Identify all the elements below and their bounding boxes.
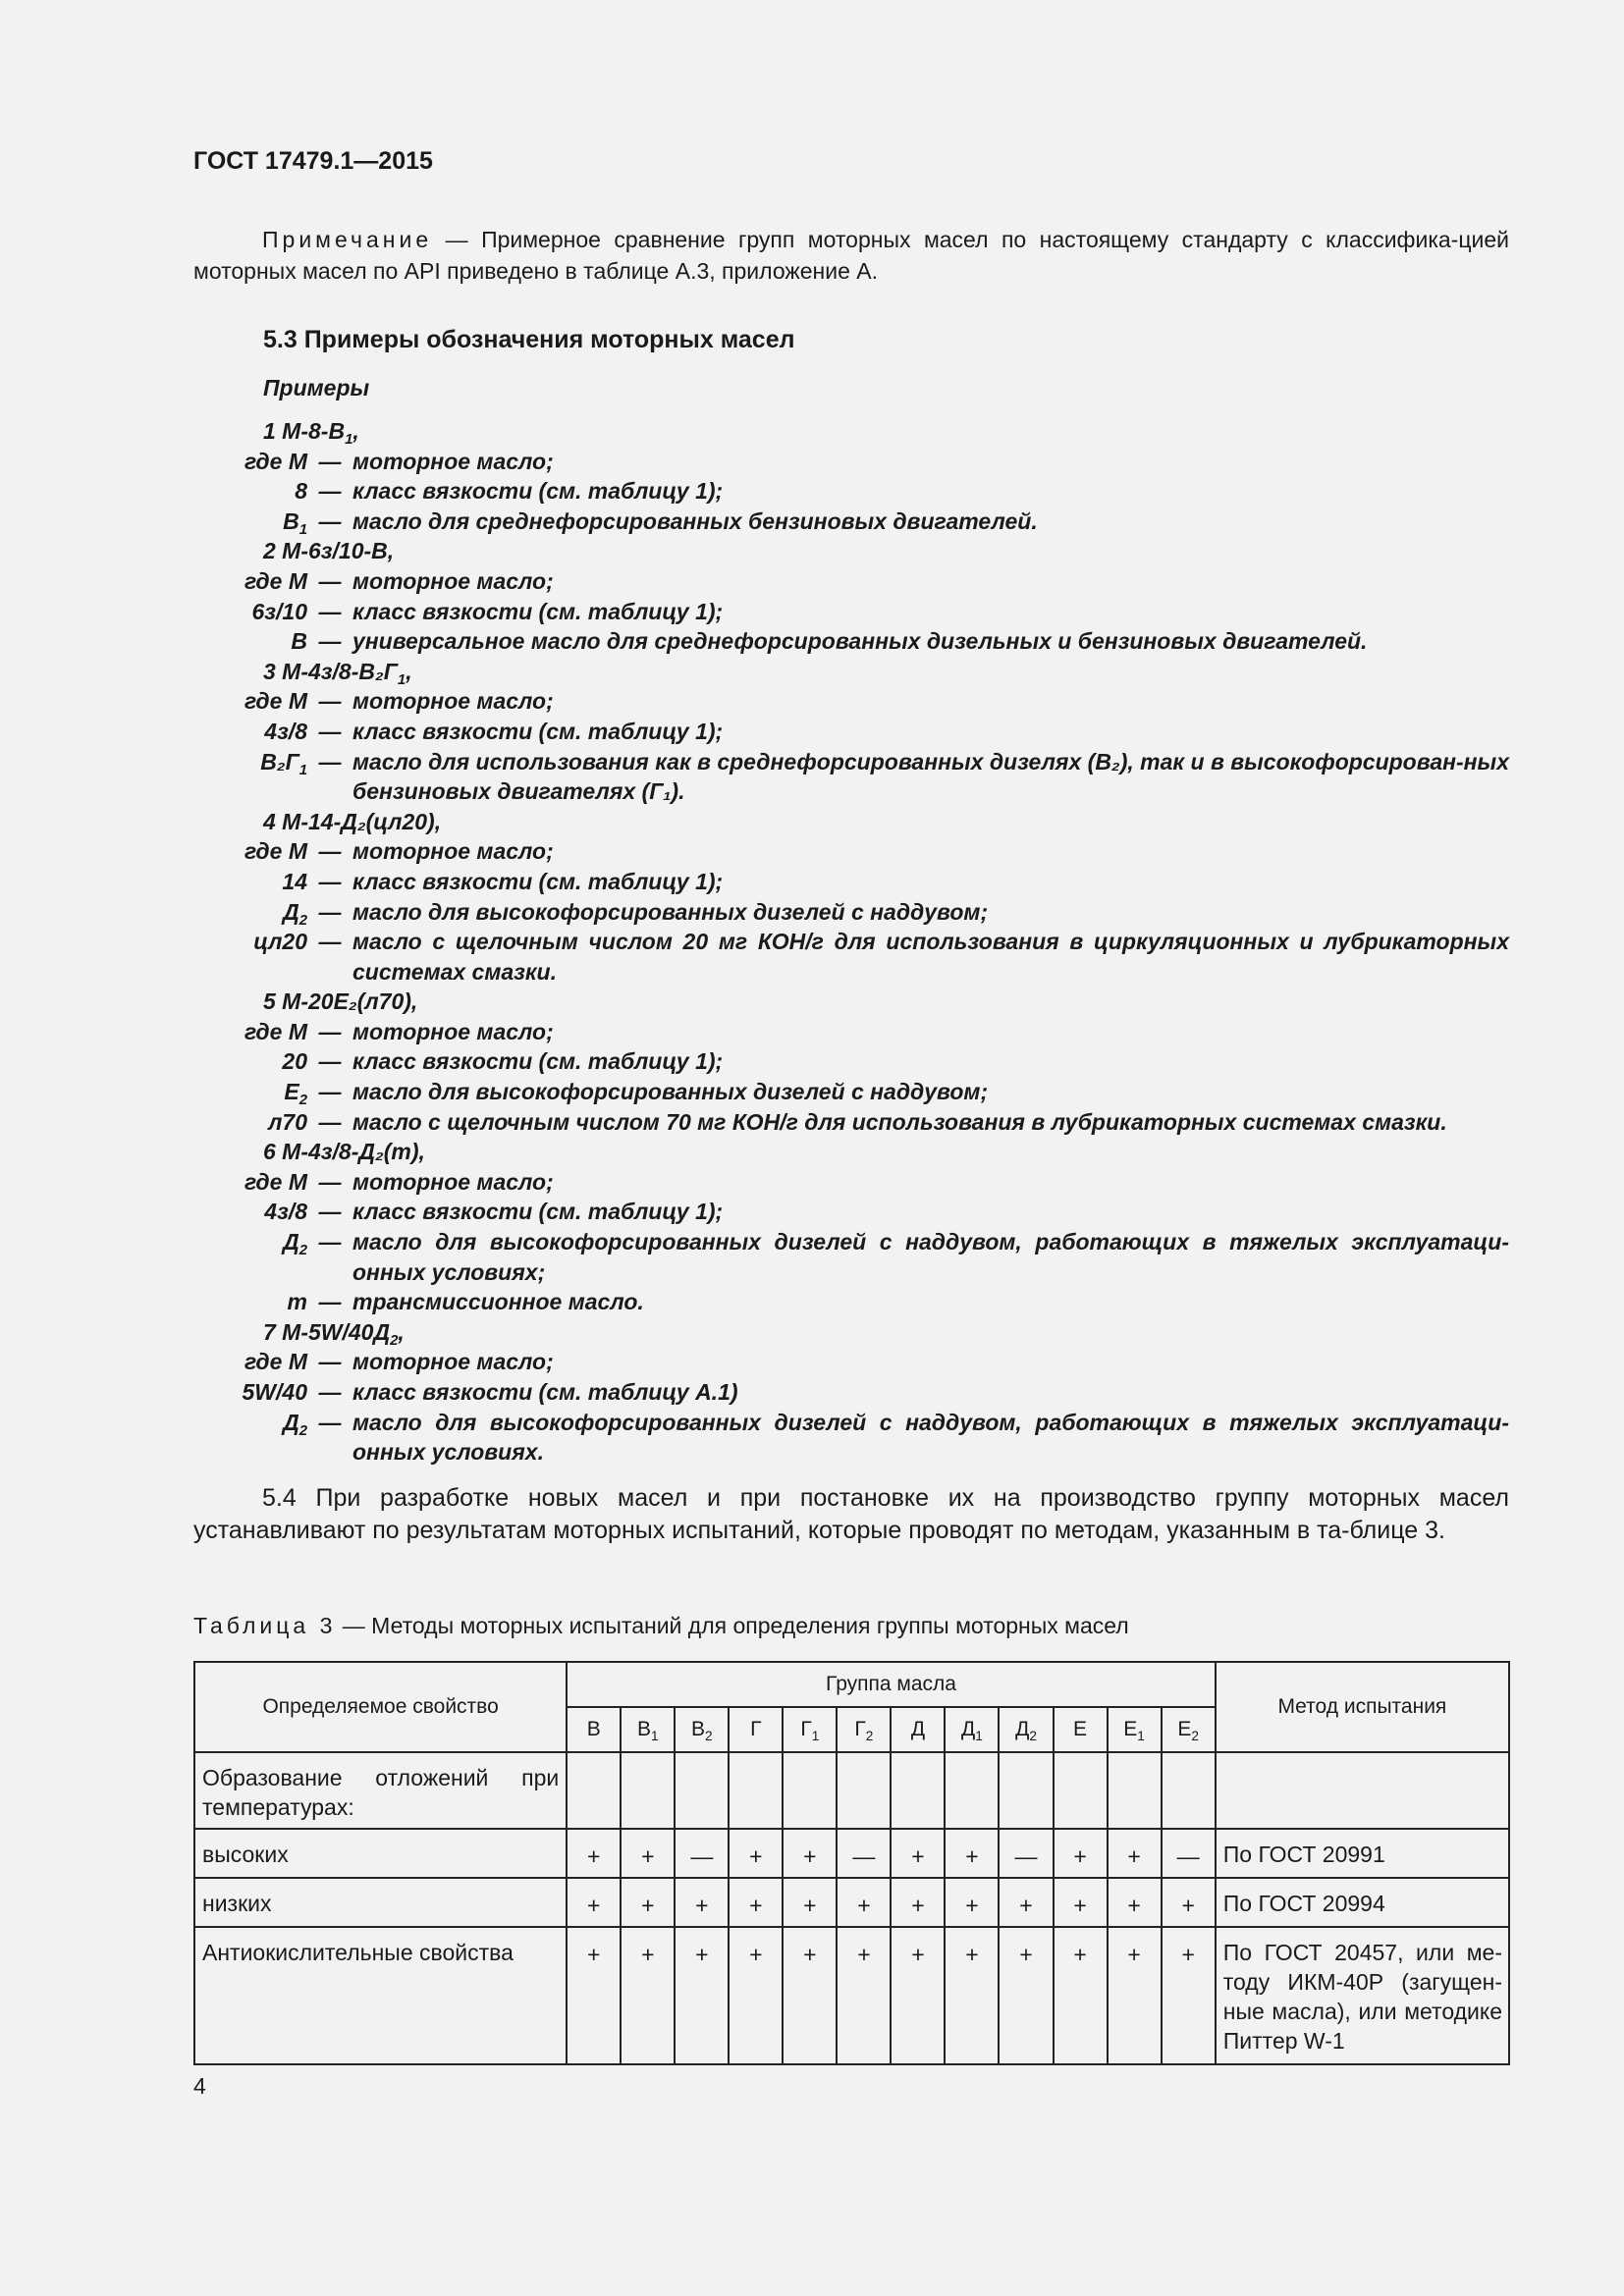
group-header-cell: $Д_1$ [945, 1707, 999, 1752]
example-definition [193, 717, 1509, 747]
example-definition [193, 1197, 1509, 1227]
document-id: ГОСТ 17479.1—2015 [193, 147, 433, 175]
mark-cell: + [891, 1878, 945, 1927]
definition-text: универсальное масло для среднефорсированных дизельных и бензиновых двигателей. [352, 628, 1368, 655]
mark-cell: + [945, 1829, 999, 1878]
example-definition [193, 897, 1509, 928]
example-definition [193, 507, 1509, 537]
definition-dash: — [318, 1229, 342, 1255]
example-definition [193, 597, 1509, 627]
mark-cell: + [1162, 1878, 1216, 1927]
mark-cell: + [729, 1878, 783, 1927]
mark-cell: — [1162, 1829, 1216, 1878]
example-definition [193, 836, 1509, 867]
definition-dash: — [318, 448, 342, 474]
definition-text: класс вязкости (см. таблицу А.1) [352, 1379, 738, 1405]
example-definition [193, 686, 1509, 717]
mark-cell: + [783, 1829, 837, 1878]
example-definition [193, 1227, 1509, 1287]
group-header-cell: $Г_1$ [783, 1707, 837, 1752]
mark-cell: + [621, 1927, 675, 2064]
definition-term: $В_2Г_1$ [260, 748, 307, 778]
definition-term: $В_1$ [283, 507, 307, 538]
mark-cell: — [999, 1829, 1053, 1878]
mark-cell: + [729, 1927, 783, 2064]
group-header-cell: $Д_2$ [999, 1707, 1053, 1752]
definition-term: $Д_2$ [283, 1409, 307, 1439]
definition-dash: — [318, 598, 342, 624]
mark-cell [999, 1752, 1053, 1829]
note-paragraph [193, 224, 1509, 287]
example-definition [193, 1408, 1509, 1468]
definition-dash: — [318, 1379, 342, 1405]
definition-text: масло для высокофорсированных дизелей с наддувом; [352, 1079, 989, 1105]
example-title: 2 М-6з/10-В, [263, 538, 395, 564]
property-cell: Антиокислительные свойства [194, 1927, 567, 2064]
example-definition [193, 1377, 1509, 1408]
mark-cell: + [621, 1829, 675, 1878]
mark-cell: + [891, 1829, 945, 1878]
note-label: Примечание [262, 227, 433, 252]
definition-term: В [291, 628, 307, 655]
definition-dash: — [318, 1289, 342, 1315]
group-header-cell: Г [729, 1707, 783, 1752]
definition-text: моторное масло; [352, 1168, 554, 1195]
definition-text: трансмиссионное масло. [352, 1289, 644, 1315]
example-title: 6 М-4з/8-Д₂(т), [263, 1139, 425, 1165]
definition-dash: — [318, 1079, 342, 1105]
example-title: 7 $М-5W/40Д_2$, [263, 1318, 405, 1350]
definition-term: 6з/10 [251, 598, 307, 624]
definition-text: масло для использования как в среднефорсированных дизелях (В₂), так и в высокофорсирован-ных бензиновых двигателях (Г₁). [352, 748, 1509, 805]
definition-text: моторное масло; [352, 1018, 554, 1044]
mark-cell [621, 1752, 675, 1829]
definition-dash: — [318, 868, 342, 894]
group-header-cell: Е [1054, 1707, 1108, 1752]
group-header-cell: В [567, 1707, 621, 1752]
example-definition [193, 447, 1509, 477]
example-definition [193, 867, 1509, 897]
example-definition [193, 1077, 1509, 1107]
example-definition [193, 747, 1509, 807]
definition-term: 4з/8 [264, 1199, 307, 1225]
example-definition [193, 566, 1509, 597]
page-number: 4 [193, 2073, 206, 2099]
definition-text: масло для высокофорсированных дизелей с наддувом, работающих в тяжелых эксплуатаци-онных условиях; [352, 1229, 1509, 1285]
header-property: Определяемое свойство [194, 1662, 567, 1752]
example-definition [193, 1167, 1509, 1198]
definition-dash: — [318, 1409, 342, 1435]
definition-text: моторное масло; [352, 448, 554, 474]
definition-term: л70 [268, 1108, 307, 1135]
mark-cell [567, 1752, 621, 1829]
table-row [194, 1927, 1509, 2064]
mark-cell: + [675, 1927, 729, 2064]
example-definition [193, 626, 1509, 657]
definition-dash: — [318, 838, 342, 865]
example-title: 4 М-14-Д₂(цл20), [263, 808, 442, 834]
mark-cell: + [729, 1829, 783, 1878]
example-title: 3 $М-4з/8-В_2Г_1$, [263, 658, 412, 688]
mark-cell: + [1162, 1927, 1216, 2064]
definition-dash: — [318, 507, 342, 534]
table-caption [193, 1613, 1129, 1639]
mark-cell [891, 1752, 945, 1829]
example-title: 1 $М-8-В_1$, [263, 418, 359, 449]
mark-cell [1108, 1752, 1162, 1829]
group-header-cell: $Е_2$ [1162, 1707, 1216, 1752]
definition-text: моторное масло; [352, 1349, 554, 1375]
mark-cell: — [837, 1829, 891, 1878]
definition-dash: — [318, 1018, 342, 1044]
examples-heading: Примеры [263, 375, 370, 400]
table-row [194, 1752, 1509, 1829]
definition-text: класс вязкости (см. таблицу 1); [352, 868, 724, 894]
definition-term: цл20 [253, 929, 307, 955]
definition-term: где М [244, 838, 307, 865]
table-row [194, 1829, 1509, 1878]
definition-text: масло с щелочным числом 70 мг КОН/г для использования в лубрикаторных системах смазки. [352, 1108, 1447, 1135]
definition-term: где М [244, 1349, 307, 1375]
definition-text: масло для высокофорсированных дизелей с наддувом; [352, 898, 989, 925]
group-header-cell: $В_2$ [675, 1707, 729, 1752]
mark-cell: + [1054, 1878, 1108, 1927]
mark-cell: — [675, 1829, 729, 1878]
mark-cell [1054, 1752, 1108, 1829]
definition-term: 4з/8 [264, 718, 307, 744]
definition-dash: — [318, 898, 342, 925]
mark-cell [729, 1752, 783, 1829]
group-header-cell: $Г_2$ [837, 1707, 891, 1752]
definition-dash: — [318, 567, 342, 594]
group-header-cell: $В_1$ [621, 1707, 675, 1752]
mark-cell [675, 1752, 729, 1829]
method-cell [1216, 1752, 1509, 1829]
mark-cell: + [567, 1927, 621, 2064]
definition-text: класс вязкости (см. таблицу 1); [352, 1048, 724, 1075]
examples-list [193, 416, 1509, 1468]
mark-cell: + [837, 1878, 891, 1927]
mark-cell: + [1054, 1927, 1108, 2064]
definition-term: где М [244, 567, 307, 594]
definition-dash: — [318, 1199, 342, 1225]
mark-cell [1162, 1752, 1216, 1829]
mark-cell: + [567, 1878, 621, 1927]
example-definition [193, 927, 1509, 987]
table-row [194, 1878, 1509, 1927]
method-cell: По ГОСТ 20994 [1216, 1878, 1509, 1927]
note-text: — Примерное сравнение групп моторных масел по настоящему стандарту с классифика-цией моторных масел по API приведено в таблице А.3, приложение А. [193, 227, 1509, 284]
definition-term: 14 [282, 868, 307, 894]
mark-cell: + [891, 1927, 945, 2064]
table-caption-text: — Методы моторных испытаний для определения группы моторных масел [336, 1613, 1129, 1638]
definition-term: где М [244, 1018, 307, 1044]
definition-text: моторное масло; [352, 567, 554, 594]
mark-cell: + [999, 1927, 1053, 2064]
example-definition [193, 1017, 1509, 1047]
mark-cell [945, 1752, 999, 1829]
example-definition [193, 1287, 1509, 1317]
definition-dash: — [318, 718, 342, 744]
definition-term: $Д_2$ [283, 1229, 307, 1259]
header-method: Метод испытания [1216, 1662, 1509, 1752]
mark-cell [783, 1752, 837, 1829]
definition-text: масло для высокофорсированных дизелей с наддувом, работающих в тяжелых эксплуатаци-онных условиях. [352, 1409, 1509, 1466]
mark-cell: + [783, 1927, 837, 2064]
definition-dash: — [318, 1108, 342, 1135]
definition-term: 5W/40 [242, 1379, 307, 1405]
definition-term: где М [244, 448, 307, 474]
definition-term: где М [244, 1168, 307, 1195]
definition-text: масло с щелочным числом 20 мг КОН/г для использования в циркуляционных и лубрикаторных системах смазки. [352, 929, 1509, 985]
definition-term: т [287, 1289, 307, 1315]
mark-cell [837, 1752, 891, 1829]
mark-cell: + [999, 1878, 1053, 1927]
example-definition [193, 1107, 1509, 1138]
mark-cell: + [1108, 1927, 1162, 2064]
method-cell: По ГОСТ 20991 [1216, 1829, 1509, 1878]
definition-text: масло для среднефорсированных бензиновых двигателей. [352, 507, 1038, 534]
definition-term: 20 [282, 1048, 307, 1075]
definition-dash: — [318, 1048, 342, 1075]
group-header-cell: Д [891, 1707, 945, 1752]
definition-text: моторное масло; [352, 688, 554, 715]
definition-dash: — [318, 478, 342, 505]
definition-text: класс вязкости (см. таблицу 1); [352, 478, 724, 505]
example-definition [193, 1046, 1509, 1077]
property-cell: низких [194, 1878, 567, 1927]
definition-text: моторное масло; [352, 838, 554, 865]
definition-dash: — [318, 628, 342, 655]
definition-text: класс вязкости (см. таблицу 1); [352, 718, 724, 744]
header-group: Группа масла [567, 1662, 1216, 1707]
property-cell: Образование отложений при температурах: [194, 1752, 567, 1829]
mark-cell: + [567, 1829, 621, 1878]
mark-cell: + [945, 1878, 999, 1927]
method-cell: По ГОСТ 20457, или ме-тоду ИКМ-40Р (загущен-ные масла), или методике Питтер W-1 [1216, 1927, 1509, 2064]
definition-dash: — [318, 688, 342, 715]
property-cell: высоких [194, 1829, 567, 1878]
definition-dash: — [318, 1168, 342, 1195]
mark-cell: + [621, 1878, 675, 1927]
mark-cell: + [1108, 1829, 1162, 1878]
definition-dash: — [318, 1349, 342, 1375]
mark-cell: + [837, 1927, 891, 2064]
mark-cell: + [783, 1878, 837, 1927]
example-title: 5 М-20Е₂(л70), [263, 988, 418, 1015]
definition-term: $Д_2$ [283, 898, 307, 929]
definition-term: $Е_2$ [284, 1079, 307, 1109]
table-caption-label: Таблица 3 [193, 1613, 337, 1638]
mark-cell: + [945, 1927, 999, 2064]
group-header-cell: $Е_1$ [1108, 1707, 1162, 1752]
definition-term: 8 [295, 478, 307, 505]
definition-term: где М [244, 688, 307, 715]
definition-text: класс вязкости (см. таблицу 1); [352, 1199, 724, 1225]
mark-cell: + [675, 1878, 729, 1927]
mark-cell: + [1108, 1878, 1162, 1927]
definition-text: класс вязкости (см. таблицу 1); [352, 598, 724, 624]
definition-dash: — [318, 748, 342, 774]
paragraph-5-4: 5.4 При разработке новых масел и при постановке их на производство группу моторных масел устанавливают по результатам моторных испытаний, которые проводят по методам, указанным в та-блице 3. [193, 1484, 1509, 1544]
section-title: 5.3 Примеры обозначения моторных масел [263, 326, 795, 353]
example-definition [193, 1347, 1509, 1377]
example-definition [193, 476, 1509, 507]
mark-cell: + [1054, 1829, 1108, 1878]
definition-dash: — [318, 929, 342, 955]
methods-table [193, 1661, 1510, 2065]
